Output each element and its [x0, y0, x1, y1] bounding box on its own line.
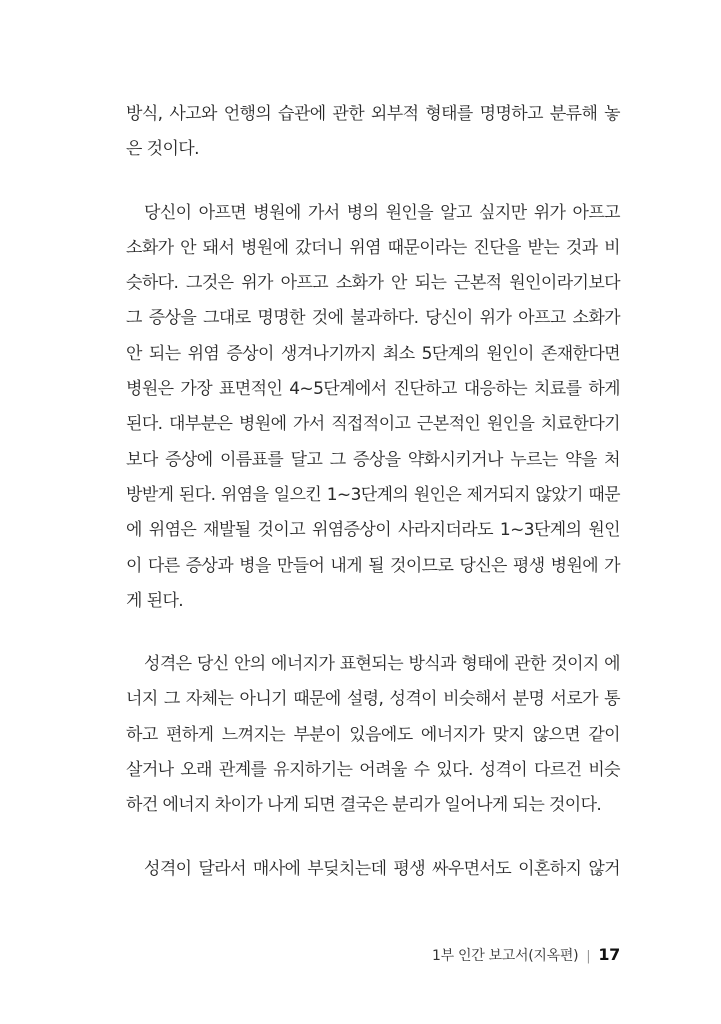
text-line: 보다 증상에 이름표를 달고 그 증상을 약화시키거나 누르는 약을 처 — [126, 449, 620, 470]
page-footer — [400, 945, 620, 965]
paragraph — [126, 647, 620, 823]
text-line: 은 것이다. — [126, 139, 199, 160]
paragraph — [126, 196, 620, 620]
text-line: 안 되는 위염 증상이 생겨나기까지 최소 5단계의 원인이 존재한다면 — [126, 343, 620, 364]
text-line: 방받게 된다. 위염을 일으킨 1~3단계의 원인은 제거되지 않았기 때문 — [126, 484, 620, 505]
text-line: 하고 편하게 느껴지는 부분이 있음에도 에너지가 맞지 않으면 같이 — [126, 724, 620, 745]
text-line: 살거나 오래 관계를 유지하기는 어려울 수 있다. 성격이 다르건 비슷 — [126, 760, 620, 781]
text-line: 게 된다. — [126, 590, 184, 611]
text-line: 너지 그 자체는 아니기 때문에 설령, 성격이 비슷해서 분명 서로가 통 — [126, 689, 620, 710]
text-line: 슷하다. 그것은 위가 아프고 소화가 안 되는 근본적 원인이라기보다 — [126, 273, 620, 294]
text-line: 이 다른 증상과 병을 만들어 내게 될 것이므로 당신은 평생 병원에 가 — [126, 555, 620, 576]
running-header-section-title: 1부 인간 보고서(지옥편) — [431, 948, 579, 964]
text-line: 하건 에너지 차이가 나게 되면 결국은 분리가 일어나게 되는 것이다. — [126, 795, 602, 816]
text-line: 에 위염은 재발될 것이고 위염증상이 사라지더라도 1~3단계의 원인 — [126, 520, 620, 541]
page-body — [126, 97, 620, 887]
text-line: 된다. 대부분은 병원에 가서 직접적이고 근본적인 원인을 치료한다기 — [126, 414, 620, 435]
page-number: 17 — [598, 945, 620, 964]
footer-separator: | — [586, 949, 591, 964]
paragraph — [126, 852, 620, 887]
text-line: 성격이 달라서 매사에 부딪치는데 평생 싸우면서도 이혼하지 않거 — [144, 858, 620, 879]
text-line: 당신이 아프면 병원에 가서 병의 원인을 알고 싶지만 위가 아프고 — [144, 202, 620, 223]
text-line: 성격은 당신 안의 에너지가 표현되는 방식과 형태에 관한 것이지 에 — [144, 654, 620, 675]
paragraph — [126, 97, 620, 168]
text-line: 소화가 안 돼서 병원에 갔더니 위염 때문이라는 진단을 받는 것과 비 — [126, 237, 620, 258]
text-line: 병원은 가장 표면적인 4~5단계에서 진단하고 대응하는 치료를 하게 — [126, 379, 620, 400]
text-line: 그 증상을 그대로 명명한 것에 불과하다. 당신이 위가 아프고 소화가 — [126, 308, 620, 329]
text-line: 방식, 사고와 언행의 습관에 관한 외부적 형태를 명명하고 분류해 놓 — [126, 104, 620, 124]
